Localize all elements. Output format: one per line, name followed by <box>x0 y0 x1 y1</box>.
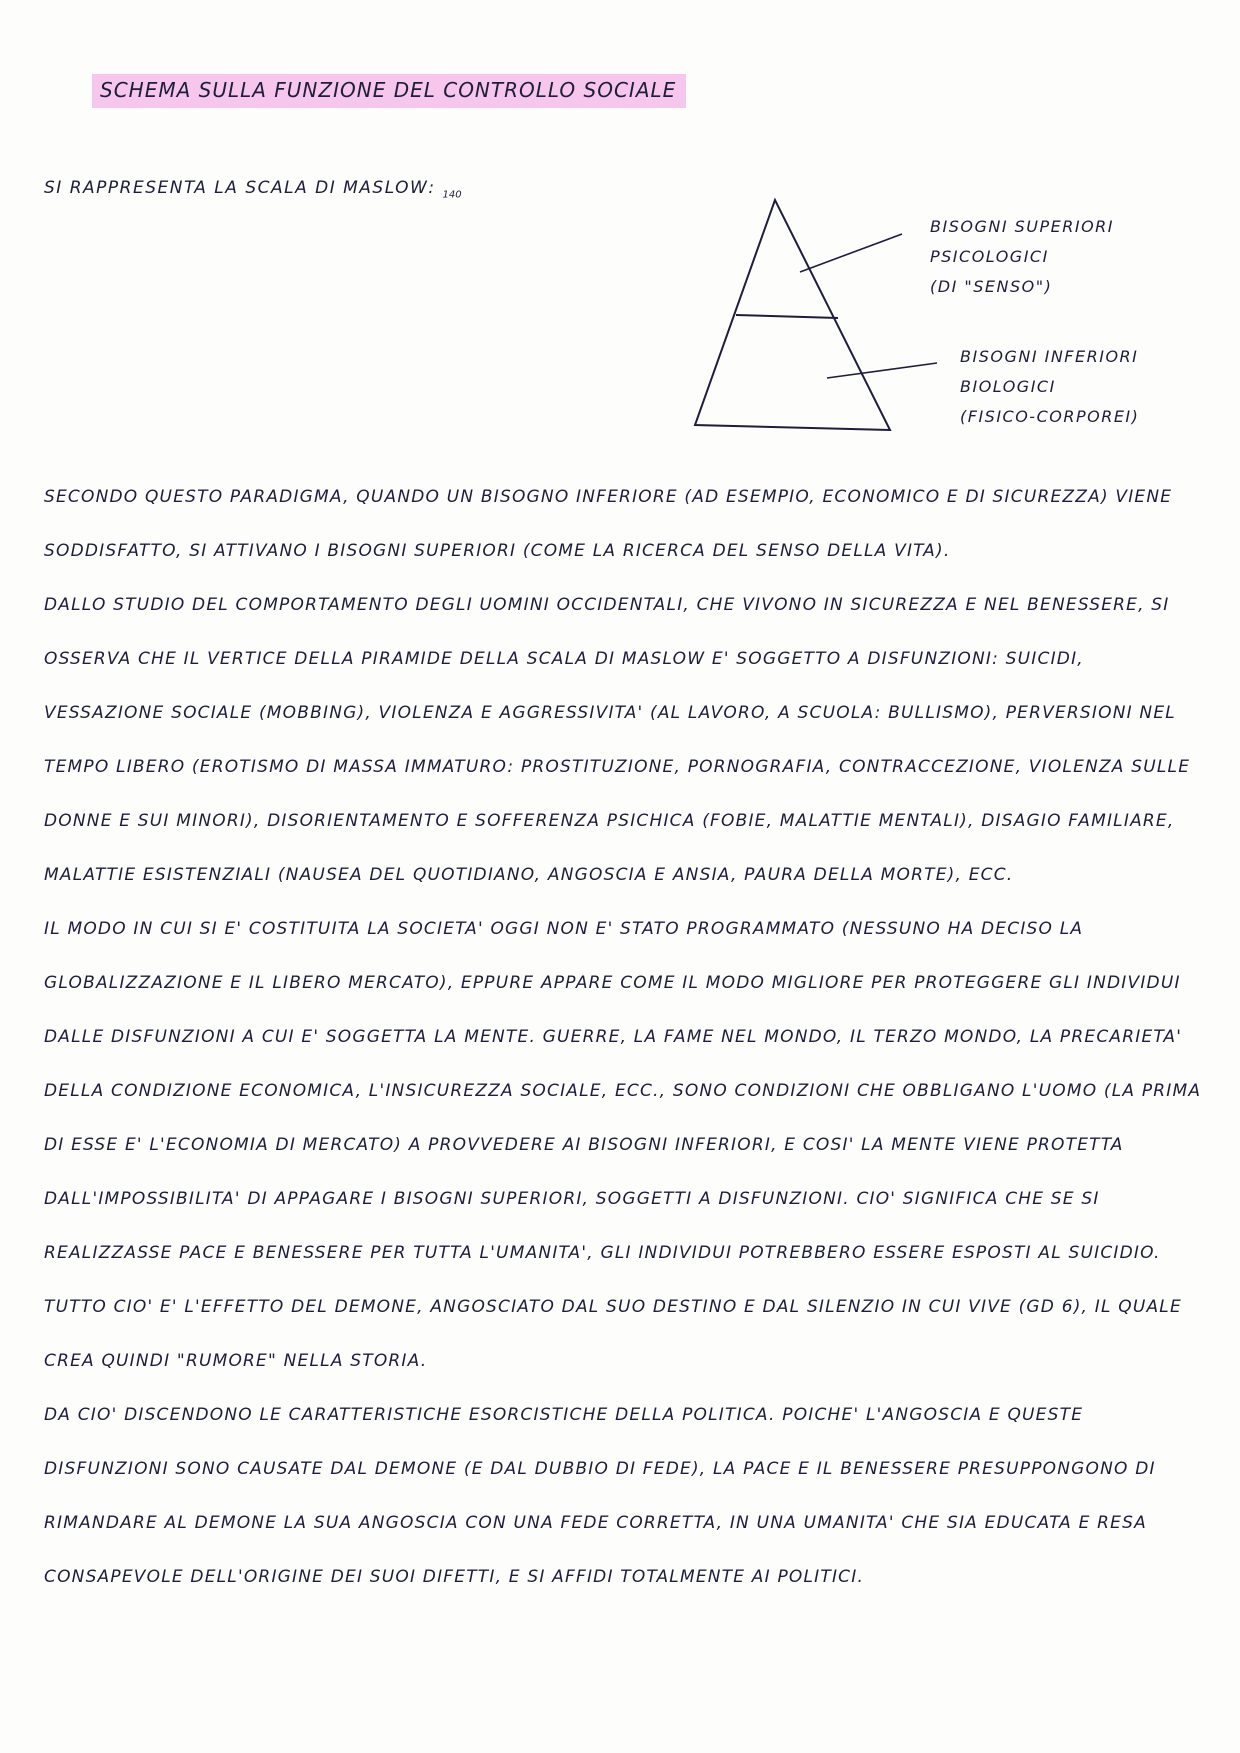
paragraph: DALLO STUDIO DEL COMPORTAMENTO DEGLI UOMINI OCCIDENTALI, CHE VIVONO IN SICUREZZA E NEL BENESSERE, SI OSSERVA CHE IL VERTICE DELLA PIRAMIDE DELLA SCALA DI MASLOW E' SOGGETTO A DISFUNZIONI: SUICIDI, VESSAZIONE SOCIALE (MOBBING), VIOLENZA E AGGRESSIVITA' (AL LAVORO, A SCUOLA: BULLISMO), PERVERSIONI NEL TEMPO LIBERO (EROTISMO DI MASSA IMMATURO: PROSTITUZIONE, PORNOGRAFIA, CONTRACCEZIONE, VIOLENZA SULLE DONNE E SUI MINORI), DISORIENTAMENTO E SOFFERENZA PSICHICA (FOBIE, MALATTIE MENTALI), DISAGIO FAMILIARE, MALATTIE ESISTENZIALI (NAUSEA DEL QUOTIDIANO, ANGOSCIA E ANSIA, PAURA DELLA MORTE), ECC. <box>44 595 1191 885</box>
pyramid-triangle <box>695 200 890 430</box>
lower-label-line-3: (FISICO-CORPOREI) <box>960 407 1140 426</box>
pyramid-divider <box>736 315 838 318</box>
page-title: SCHEMA SULLA FUNZIONE DEL CONTROLLO SOCIALE <box>92 74 686 108</box>
paragraph: DA CIO' DISCENDONO LE CARATTERISTICHE ESORCISTICHE DELLA POLITICA. POICHE' L'ANGOSCIA E QUESTE DISFUNZIONI SONO CAUSATE DAL DEMONE (E DAL DUBBIO DI FEDE), LA PACE E IL BENESSERE PRESUPPONGONO DI RIMANDARE AL DEMONE LA SUA ANGOSCIA CON UNA FEDE CORRETTA, IN UNA UMANITA' CHE SIA EDUCATA E RESA CONSAPEVOLE DELL'ORIGINE DEI SUOI DIFETTI, E SI AFFIDI TOTALMENTE AI POLITICI. <box>44 1405 1156 1587</box>
maslow-pyramid-diagram <box>680 190 1220 450</box>
lower-pointer-line <box>827 363 937 378</box>
paragraph: IL MODO IN CUI SI E' COSTITUITA LA SOCIETA' OGGI NON E' STATO PROGRAMMATO (NESSUNO HA DECISO LA GLOBALIZZAZIONE E IL LIBERO MERCATO), EPPURE APPARE COME IL MODO MIGLIORE PER PROTEGGERE GLI INDIVIDUI DALLE DISFUNZIONI A CUI E' SOGGETTA LA MENTE. GUERRE, LA FAME NEL MONDO, IL TERZO MONDO, LA PRECARIETA' DELLA CONDIZIONE ECONOMICA, L'INSICUREZZA SOCIALE, ECC., SONO CONDIZIONI CHE OBBLIGANO L'UOMO (LA PRIMA DI ESSE E' L'ECONOMIA DI MERCATO) A PROVVEDERE AI BISOGNI INFERIORI, E COSI' LA MENTE VIENE PROTETTA DALL'IMPOSSIBILITA' DI APPAGARE I BISOGNI SUPERIORI, SOGGETTI A DISFUNZIONI. CIO' SIGNIFICA CHE SE SI REALIZZASSE PACE E BENESSERE PER TUTTA L'UMANITA', GLI INDIVIDUI POTREBBERO ESSERE ESPOSTI AL SUICIDIO. <box>44 919 1202 1263</box>
body-text <box>44 470 1204 1604</box>
intro-line <box>44 178 462 200</box>
paragraph: SECONDO QUESTO PARADIGMA, QUANDO UN BISOGNO INFERIORE (AD ESEMPIO, ECONOMICO E DI SICUREZZA) VIENE SODDISFATTO, SI ATTIVANO I BISOGNI SUPERIORI (COME LA RICERCA DEL SENSO DELLA VITA). <box>44 487 1173 561</box>
upper-pointer-line <box>800 234 902 272</box>
upper-label-line-3: (DI "SENSO") <box>930 277 1053 296</box>
intro-reference: 140 <box>442 189 462 201</box>
lower-label-line-2: BIOLOGICI <box>960 377 1056 396</box>
lower-label-line-1: BISOGNI INFERIORI <box>960 347 1139 366</box>
intro-text: SI RAPPRESENTA LA SCALA DI MASLOW: <box>44 178 436 198</box>
upper-label-line-1: BISOGNI SUPERIORI <box>930 217 1115 236</box>
upper-label-line-2: PSICOLOGICI <box>930 247 1049 266</box>
upper-needs-label <box>930 212 1114 302</box>
lower-needs-label <box>960 342 1139 432</box>
paragraph: TUTTO CIO' E' L'EFFETTO DEL DEMONE, ANGOSCIATO DAL SUO DESTINO E DAL SILENZIO IN CUI VIVE (GD 6), IL QUALE CREA QUINDI "RUMORE" NELLA STORIA. <box>44 1297 1182 1371</box>
